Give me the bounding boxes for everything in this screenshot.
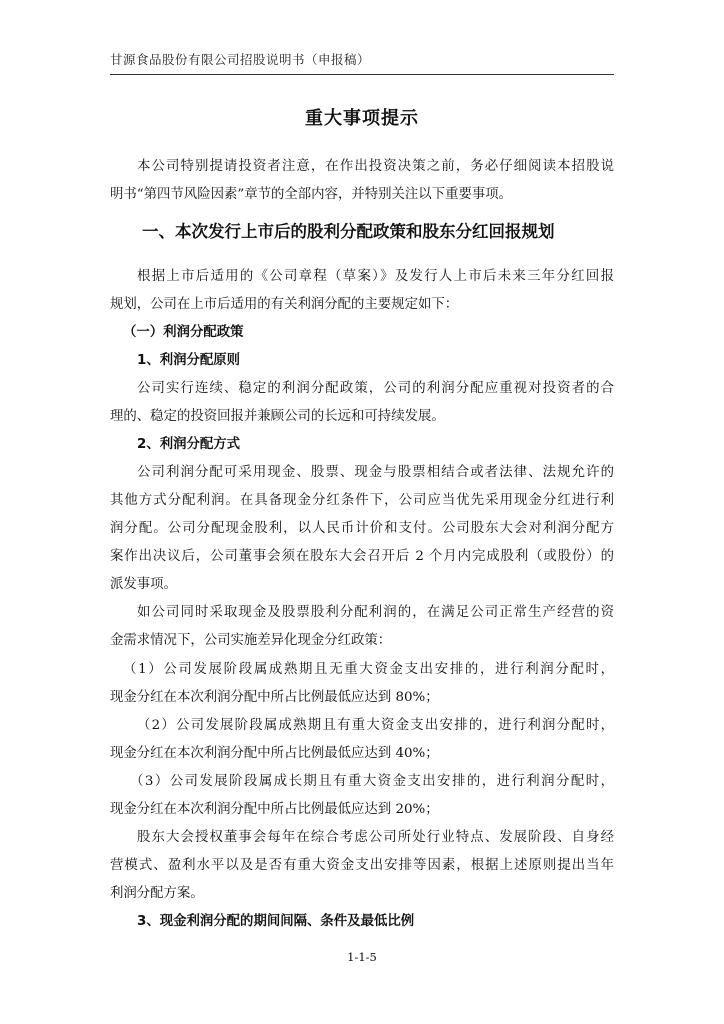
item-2-line-1: （2）公司发展阶段属成熟期且有重大资金支出安排的，进行利润分配时，: [137, 718, 614, 733]
p2-line-3: 润分配。公司分配现金股利，以人民币计价和支付。公司股东大会对利润分配方: [110, 521, 614, 536]
p2-line-5: 派发事项。: [110, 577, 177, 592]
p2-line-1: 公司利润分配可采用现金、股票、现金与股票相结合或者法律、法规允许的: [137, 465, 614, 480]
intro-line-2: 明书“第四节风险因素”章节的全部内容，并特别关注以下重要事项。: [110, 187, 513, 202]
p1-line-2: 理的、稳定的投资回报并兼顾公司的长远和可持续发展。: [110, 409, 445, 424]
item-2-line-2: 现金分红在本次利润分配中所占比例最低应达到 40%；: [110, 746, 439, 761]
item-3-line-1: （3）公司发展阶段属成长期且有重大资金支出安排的，进行利润分配时，: [130, 774, 614, 789]
intro-line-1: 本公司特别提请投资者注意，在作出投资决策之前，务必仔细阅读本招股说: [137, 159, 614, 174]
p4-line-2: 营模式、盈利水平以及是否有重大资金支出安排等因素，根据上述原则提出当年: [110, 858, 614, 873]
p3-line-2: 金需求情况下，公司实施差异化现金分红政策：: [110, 633, 392, 648]
lead-line-2: 规划，公司在上市后适用的有关利润分配的主要规定如下：: [110, 297, 459, 312]
section-heading: 一、本次发行上市后的股利分配政策和股东分红回报规划: [142, 222, 555, 241]
paragraph-heading-2: 2、利润分配方式: [137, 437, 241, 452]
paragraph-heading-1: 1、利润分配原则: [137, 353, 241, 368]
p4-line-1: 股东大会授权董事会每年在综合考虑公司所处行业特点、发展阶段、自身经: [137, 830, 614, 845]
subsection-heading: （一）利润分配政策: [123, 325, 244, 340]
item-1-line-2: 现金分红在本次利润分配中所占比例最低应达到 80%；: [110, 690, 439, 705]
p2-line-4: 案作出决议后，公司董事会须在股东大会召开后 2 个月内完成股利（或股份）的: [110, 549, 614, 564]
p4-line-3: 利润分配方案。: [110, 886, 204, 901]
page-number: 1-1-5: [347, 950, 377, 964]
lead-line-1: 根据上市后适用的《公司章程（草案）》及发行人上市后未来三年分红回报: [137, 269, 614, 284]
page-title: 重大事项提示: [305, 108, 419, 129]
p2-line-2: 其他方式分配利润。在具备现金分红条件下，公司应当优先采用现金分红进行利: [110, 493, 614, 508]
item-1-line-1: （1）公司发展阶段属成熟期且无重大资金支出安排的，进行利润分配时，: [123, 662, 614, 677]
item-3-line-2: 现金分红在本次利润分配中所占比例最低应达到 20%；: [110, 802, 439, 817]
paragraph-heading-3: 3、现金利润分配的期间间隔、条件及最低比例: [137, 914, 415, 929]
p3-line-1: 如公司同时采取现金及股票股利分配利润的，在满足公司正常生产经营的资: [137, 605, 614, 620]
p1-line-1: 公司实行连续、稳定的利润分配政策，公司的利润分配应重视对投资者的合: [137, 381, 614, 396]
document-header: 甘源食品股份有限公司招股说明书（申报稿）: [110, 50, 614, 75]
